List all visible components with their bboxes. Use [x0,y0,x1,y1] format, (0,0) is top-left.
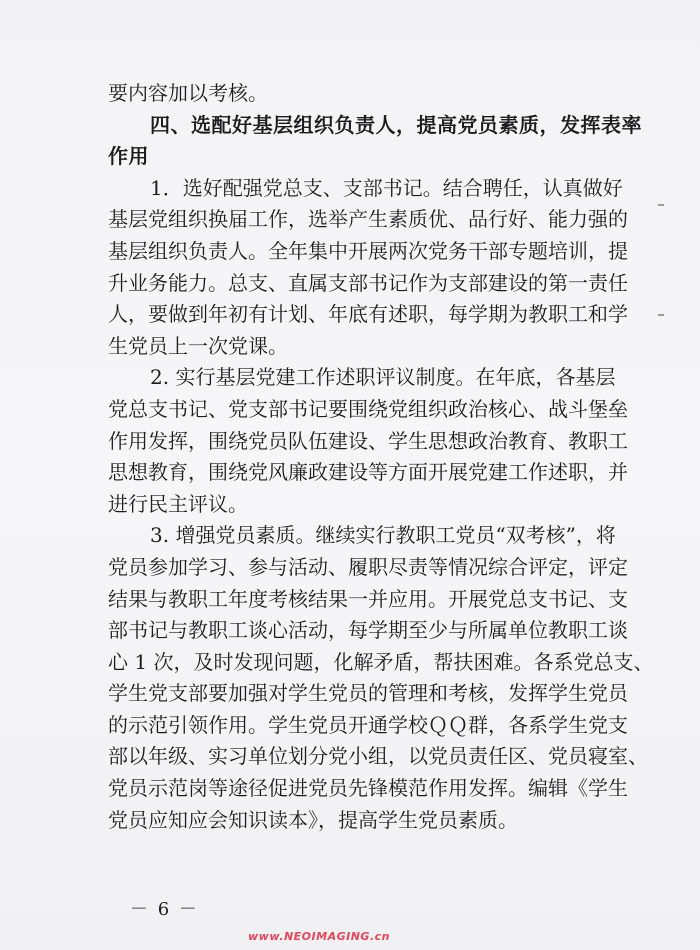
paragraph-line: 部以年级、实习单位划分党小组，以党员责任区、党员寝室、 [108,744,648,769]
paragraph-line: 作用发挥，围绕党员队伍建设、学生思想政治教育、教职工 [108,428,628,453]
scan-edge-mark [658,204,664,206]
paragraph-line: 心 1 次，及时发现问题，化解矛盾，帮扶困难。各系党总支、 [108,649,654,674]
paragraph-line: 党总支书记、党支部书记要围绕党组织政治核心、战斗堡垒 [108,396,628,421]
paragraph-line: 基层组织负责人。全年集中开展两次党务干部专题培训，提 [108,238,628,263]
paragraph-line: 2. 实行基层党建工作述职评议制度。在年底，各基层 [150,365,616,390]
scan-edge-mark [658,314,664,316]
paragraph-line: 1．选好配强党总支、支部书记。结合聘任，认真做好 [150,175,623,200]
paragraph-line: 要内容加以考核。 [108,81,268,105]
paragraph-line: 党员应知应会知识读本》，提高学生党员素质。 [108,807,518,832]
paragraph-line: 学生党支部要加强对学生党员的管理和考核，发挥学生党员 [108,681,628,706]
paragraph-line: 生党员上一次党课。 [108,333,288,358]
paragraph-line: 基层党组织换届工作，选举产生素质优、品行好、能力强的 [108,207,628,232]
document-body [108,78,654,836]
paragraph-line: 升业务能力。总支、直属支部书记作为支部建设的第一责任 [108,270,628,295]
page-number: － 6 － [130,899,199,920]
paragraph-line: 进行民主评议。 [108,491,248,516]
paragraph-line: 人，要做到年初有计划、年底有述职，每学期为教职工和学 [108,302,628,327]
paragraph-line: 的示范引领作用。学生党员开通学校ＱＱ群，各系学生党支 [108,712,628,737]
section-heading-line: 作用 [108,144,149,169]
paragraph-line: 结果与教职工年度考核结果一并应用。开展党总支书记、支 [108,586,628,611]
section-heading-line: 四、选配好基层组织负责人，提高党员素质，发挥表率 [150,112,642,137]
paragraph-line: 3. 增强党员素质。继续实行教职工党员“双考核”，将 [150,523,616,548]
paragraph-line: 思想教育，围绕党风廉政建设等方面开展党建工作述职，并 [108,460,628,485]
paragraph-line: 党员示范岗等途径促进党员先锋模范作用发挥。编辑《学生 [108,776,628,801]
paragraph-line: 部书记与教职工谈心活动，每学期至少与所属单位教职工谈 [108,618,628,643]
paragraph-line: 党员参加学习、参与活动、履职尽责等情况综合评定，评定 [108,554,628,579]
watermark: www.NEOIMAGING.cn [248,930,390,943]
